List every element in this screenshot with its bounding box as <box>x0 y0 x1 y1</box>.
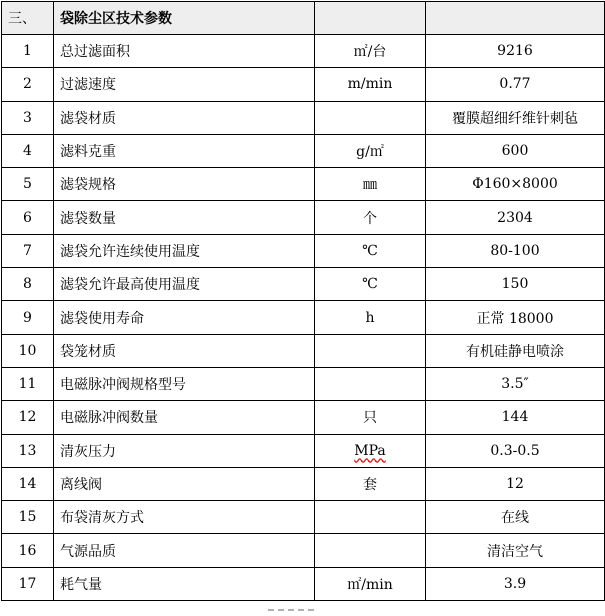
row-number: 5 <box>2 168 54 201</box>
row-number: 16 <box>2 534 54 567</box>
parameter-name: 滤袋允许连续使用温度 <box>54 234 315 267</box>
parameter-unit <box>315 334 426 367</box>
row-number: 9 <box>2 301 54 334</box>
parameter-name: 滤料克重 <box>54 134 315 167</box>
parameter-value: 在线 <box>426 501 605 534</box>
parameter-unit <box>315 367 426 400</box>
header-empty-cell <box>426 2 605 35</box>
parameter-unit <box>315 101 426 134</box>
table-row <box>2 101 605 134</box>
row-number: 15 <box>2 501 54 534</box>
parameter-value: 3.5″ <box>426 367 605 400</box>
table-row <box>2 201 605 234</box>
table-row <box>2 168 605 201</box>
row-number: 7 <box>2 234 54 267</box>
parameter-name: 滤袋材质 <box>54 101 315 134</box>
parameter-value: 12 <box>426 467 605 500</box>
parameter-name: 气源品质 <box>54 534 315 567</box>
table-row <box>2 134 605 167</box>
parameter-value: 600 <box>426 134 605 167</box>
row-number: 3 <box>2 101 54 134</box>
parameter-name: 滤袋使用寿命 <box>54 301 315 334</box>
table-row <box>2 35 605 68</box>
parameter-value: 0.3-0.5 <box>426 434 605 467</box>
table-row <box>2 567 605 600</box>
table-row <box>2 234 605 267</box>
table-row <box>2 268 605 301</box>
parameter-name: 滤袋规格 <box>54 168 315 201</box>
parameter-name: 总过滤面积 <box>54 35 315 68</box>
parameter-value: 144 <box>426 401 605 434</box>
parameter-name: 电磁脉冲阀规格型号 <box>54 367 315 400</box>
table-row <box>2 467 605 500</box>
parameter-unit: ㎡/台 <box>315 35 426 68</box>
row-number: 1 <box>2 35 54 68</box>
table-row <box>2 434 605 467</box>
parameter-name: 布袋清灰方式 <box>54 501 315 534</box>
parameter-unit: 只 <box>315 401 426 434</box>
row-number: 2 <box>2 68 54 101</box>
parameter-unit: 个 <box>315 201 426 234</box>
parameter-value: 有机硅静电喷涂 <box>426 334 605 367</box>
header-empty-cell <box>315 2 426 35</box>
parameter-unit <box>315 501 426 534</box>
table-row <box>2 534 605 567</box>
parameter-name: 滤袋数量 <box>54 201 315 234</box>
parameter-unit: ㎜ <box>315 168 426 201</box>
parameter-name: 清灰压力 <box>54 434 315 467</box>
row-number: 4 <box>2 134 54 167</box>
table-row <box>2 301 605 334</box>
parameter-unit <box>315 534 426 567</box>
spellcheck-unit-text: MPa <box>354 442 386 459</box>
parameter-value: 清洁空气 <box>426 534 605 567</box>
parameter-unit: 套 <box>315 467 426 500</box>
table-row <box>2 501 605 534</box>
page-edge-marker <box>268 598 348 602</box>
table-row <box>2 367 605 400</box>
parameter-name: 耗气量 <box>54 567 315 600</box>
parameter-name: 离线阀 <box>54 467 315 500</box>
parameter-unit: m/min <box>315 68 426 101</box>
parameter-value: 9216 <box>426 35 605 68</box>
row-number: 12 <box>2 401 54 434</box>
parameter-unit: ℃ <box>315 234 426 267</box>
parameter-value: 2304 <box>426 201 605 234</box>
row-number: 8 <box>2 268 54 301</box>
section-title: 袋除尘区技术参数 <box>54 2 315 35</box>
parameter-value: 150 <box>426 268 605 301</box>
parameter-value: 正常 18000 <box>426 301 605 334</box>
parameter-name: 过滤速度 <box>54 68 315 101</box>
parameter-value: 覆膜超细纤维针刺毡 <box>426 101 605 134</box>
parameter-unit: h <box>315 301 426 334</box>
parameter-unit: ℃ <box>315 268 426 301</box>
row-number: 13 <box>2 434 54 467</box>
parameter-unit: g/㎡ <box>315 134 426 167</box>
parameter-unit: ㎡/min <box>315 567 426 600</box>
parameter-unit <box>315 434 426 467</box>
parameter-value: 0.77 <box>426 68 605 101</box>
parameter-value: 3.9 <box>426 567 605 600</box>
table-row <box>2 401 605 434</box>
section-header-row <box>2 2 605 35</box>
row-number: 10 <box>2 334 54 367</box>
row-number: 17 <box>2 567 54 600</box>
parameter-value: 80-100 <box>426 234 605 267</box>
table-row <box>2 334 605 367</box>
parameter-name: 电磁脉冲阀数量 <box>54 401 315 434</box>
parameter-name: 袋笼材质 <box>54 334 315 367</box>
row-number: 11 <box>2 367 54 400</box>
row-number: 14 <box>2 467 54 500</box>
technical-parameters-table <box>1 1 605 601</box>
row-number: 6 <box>2 201 54 234</box>
parameter-name: 滤袋允许最高使用温度 <box>54 268 315 301</box>
section-number: 三、 <box>2 2 54 35</box>
parameter-value: Φ160×8000 <box>426 168 605 201</box>
table-row <box>2 68 605 101</box>
